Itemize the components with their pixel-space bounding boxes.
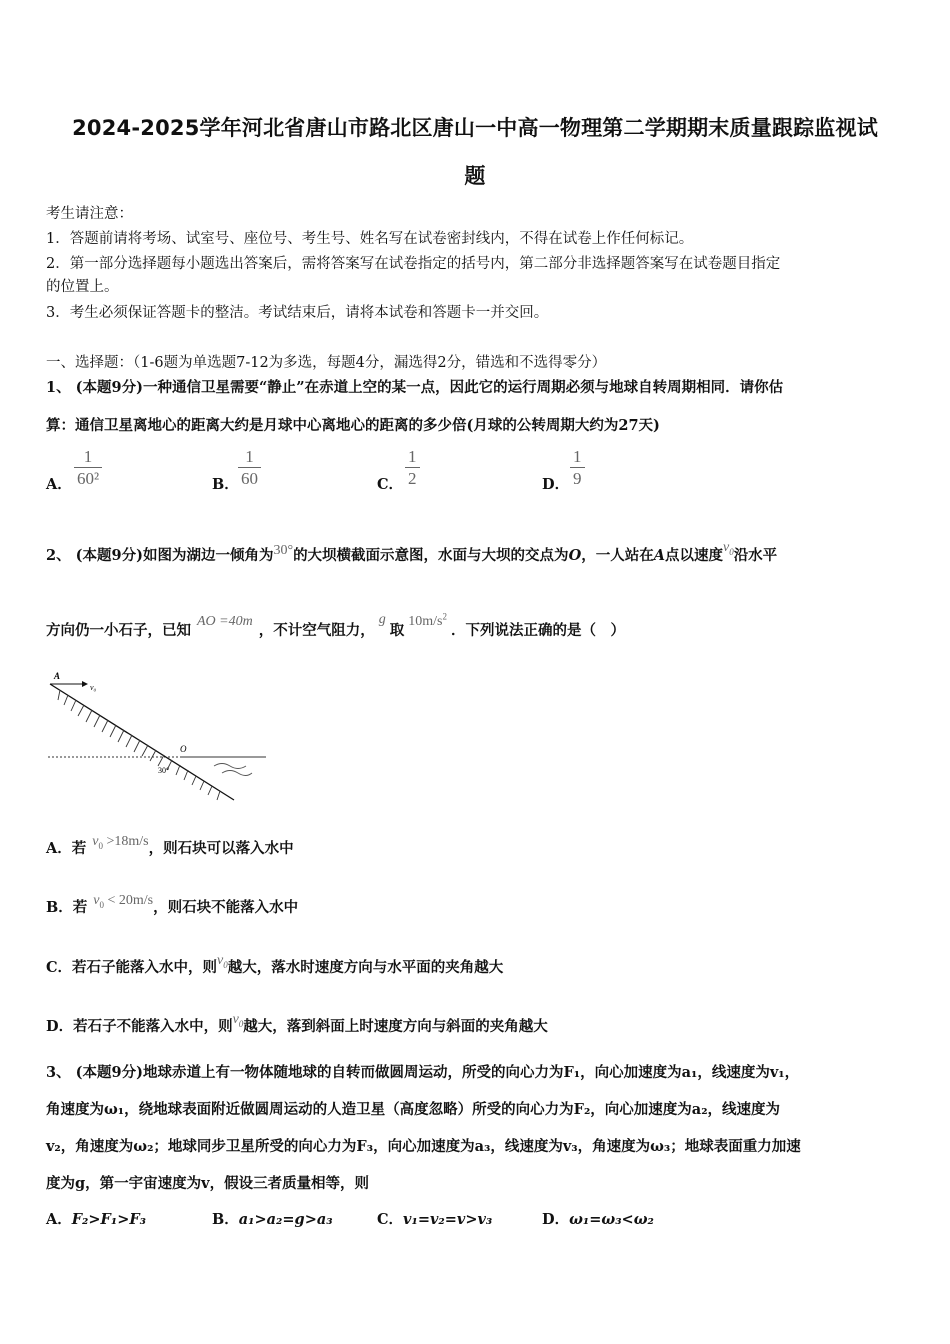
option-b-fraction: $\frac{1}{60}$ <box>238 447 261 490</box>
dam-cross-section-diagram <box>46 670 276 805</box>
question-3-text-line-4: 度为g，第一宇宙速度为v，假设三者质量相等，则 <box>46 1175 370 1192</box>
option-d-label: D． <box>542 476 570 493</box>
option-b-label: B． <box>212 476 239 493</box>
v0-label: v₀ <box>90 683 97 692</box>
water-wave <box>214 764 246 769</box>
option-a: A．F₂>F₁>F₃ <box>46 1211 147 1228</box>
question-3-text-line-3: v₂，角速度为ω₂；地球同步卫星所受的向心力为F₃，向心加速度为a₃，线速度为v₃，角速度为ω₃；地球表面重力加速 <box>46 1138 801 1155</box>
question-3-text: 3、 (本题9分)地球赤道上有一物体随地球的自转而做圆周运动，所受的向心力为F₁，向心加速度为a₁，线速度为v₁， <box>46 1064 800 1081</box>
page-title: 2024-2025学年河北省唐山市路北区唐山一中高一物理第二学期期末质量跟踪监视试 <box>72 116 878 140</box>
v0-formula: $v_0$ <box>722 540 734 557</box>
question-2-option-b: B．若 $v_0 < 20m/s$，则石块不能落入水中 <box>46 893 299 916</box>
water-wave <box>222 771 252 776</box>
option-c-fraction: $\frac{1}{2}$ <box>405 447 420 490</box>
question-2-text: 2、 (本题9分)如图为湖边一倾角为30°的大坝横截面示意图，水面与大坝的交点为O，一人站在A点以速度$v_0$沿水平 <box>46 540 778 564</box>
dam-slope-line <box>50 684 234 800</box>
notice-item-3: 3．考生必须保证答题卡的整洁。考试结束后，请将本试卷和答题卡一并交回。 <box>46 305 549 321</box>
dam-hatching <box>58 690 220 800</box>
point-o-label: O <box>180 744 187 754</box>
angle-label: 30° <box>158 766 170 775</box>
option-d: D．ω₁=ω₃<ω₂ <box>542 1211 654 1228</box>
option-d-fraction: $\frac{1}{9}$ <box>570 447 585 490</box>
question-1-text-continued: 算：通信卫星离地心的距离大约是月球中心离地心的距离的多少倍(月球的公转周期大约为27天) <box>46 417 660 434</box>
velocity-arrowhead <box>82 681 88 687</box>
notice-item-2-continued: 的位置上。 <box>46 279 119 295</box>
notice-item-2: 2．第一部分选择题每小题选出答案后，需将答案写在试卷指定的括号内，第二部分非选择题答案写在试卷题目指定 <box>46 256 781 272</box>
angle-formula: 30° <box>273 543 294 558</box>
question-2-option-d: D．若石子不能落入水中，则$v_0$越大，落到斜面上时速度方向与斜面的夹角越大 <box>46 1012 548 1035</box>
ao-formula: AO =40m <box>197 614 253 629</box>
option-c-label: C． <box>377 476 404 493</box>
notice-heading: 考生请注意： <box>46 206 133 222</box>
option-a-fraction: $\frac{1}{\text{60²}}$ <box>74 447 102 490</box>
question-2-text-continued: 方向仍一小石子，已知AO =40m，不计空气阻力，g取$10m/s^2$．下列说法正确的是（ ） <box>46 611 625 639</box>
option-b: B．a₁>a₂=g>a₃ <box>212 1211 333 1228</box>
section-heading: 一、选择题：（1-6题为单选题7-12为多选，每题4分，漏选得2分，错选和不选得零分） <box>46 355 607 371</box>
point-a-label: A <box>54 671 61 681</box>
option-c: C．v₁=v₂=v>v₃ <box>377 1211 493 1228</box>
page-title-continued: 题 <box>464 164 486 188</box>
notice-item-1: 1．答题前请将考场、试室号、座位号、考生号、姓名写在试卷密封线内，不得在试卷上作任何标记。 <box>46 231 694 247</box>
g-value-formula: $10m/s^2$ <box>408 611 447 629</box>
question-2-option-c: C．若石子能落入水中，则$v_0$越大，落水时速度方向与水平面的夹角越大 <box>46 953 504 976</box>
g-formula: g <box>378 612 386 627</box>
option-a-label: A． <box>46 476 72 493</box>
question-3-text-line-2: 角速度为ω₁，绕地球表面附近做圆周运动的人造卫星（高度忽略）所受的向心力为F₂，向心加速度为a₂，线速度为 <box>46 1101 781 1118</box>
question-1-text: 1、 (本题9分)一种通信卫星需要“静止”在赤道上空的某一点，因此它的运行周期必须与地球自转周期相同．请你估 <box>46 379 784 396</box>
question-2-option-a: A．若 $v_0 >18m/s$，则石块可以落入水中 <box>46 834 294 857</box>
